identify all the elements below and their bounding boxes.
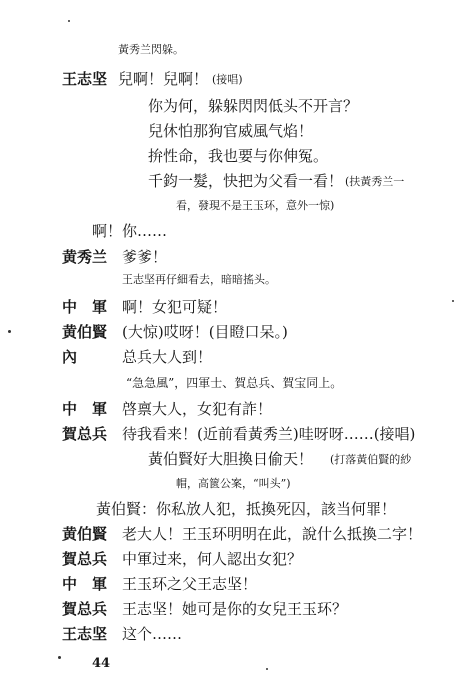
dialogue-line: 王志坚！她可是你的女兒王玉环？ <box>122 600 348 618</box>
speaker-label: 賀总兵 <box>62 600 108 618</box>
stage-direction: “急急風”，四軍士、賀总兵、賀宝同上。 <box>126 376 343 390</box>
stage-direction: 帽，高篋公案，“叫头”) <box>176 477 291 490</box>
stage-direction: 王志坚再仔細看去，暗暗搖头。 <box>122 273 276 286</box>
speaker-label: 賀总兵 <box>62 550 108 568</box>
verse-line: 拚性命，我也要与你伸冤。 <box>148 147 329 165</box>
dialogue-line: (大惊)哎呀！(目瞪口呆。) <box>122 323 288 341</box>
dialogue-line: 啊！你…… <box>92 222 168 240</box>
stage-direction: (打落黃伯賢的紗 <box>330 453 412 466</box>
dialogue-line: 老大人！王玉环明明在此，說什么抵換二字！ <box>122 525 423 543</box>
dialogue-line: 啓禀大人，女犯有詐！ <box>122 400 273 418</box>
speaker-label: 黄伯賢 <box>62 525 108 543</box>
speaker-label: 王志坚 <box>62 70 108 88</box>
ink-speck <box>8 330 11 333</box>
speaker-label: 中 軍 <box>62 298 108 316</box>
dialogue-line: 王玉环之父王志坚！ <box>122 575 258 593</box>
dialogue-line: 啊！女犯可疑！ <box>122 298 228 316</box>
dialogue-line: 待我看来！(近前看黃秀兰)哇呀呀……(接唱) <box>122 425 416 443</box>
ink-speck <box>58 656 61 659</box>
ink-speck <box>452 300 454 302</box>
stage-direction: (接唱) <box>212 73 243 86</box>
verse-line: 你为何，躲躲閃閃低头不开言？ <box>148 97 359 115</box>
stage-direction: 黃秀兰閃躲。 <box>118 43 184 56</box>
verse-line: 千鈞一髮，快把为父看一看！ <box>148 172 344 190</box>
ink-speck <box>266 668 268 670</box>
ink-speck <box>68 20 70 22</box>
stage-direction: (扶黃秀兰一 <box>345 175 405 188</box>
speaker-label: 中 軍 <box>62 575 108 593</box>
dialogue-line: 黃伯賢：你私放人犯，抵換死囚，該当何罪！ <box>96 500 397 518</box>
dialogue-line: 这个…… <box>122 625 183 643</box>
speaker-label: 黄秀兰 <box>62 248 108 266</box>
verse-line: 黃伯賢好大胆換日偷天！ <box>148 450 314 468</box>
speaker-label: 黄伯賢 <box>62 323 108 341</box>
verse-line: 兒休怕那狗官威風气焰！ <box>148 122 314 140</box>
dialogue-line: 爹爹！ <box>122 248 168 266</box>
speaker-label: 內 <box>62 348 78 366</box>
dialogue-line: 兒啊！兒啊！ <box>118 70 209 88</box>
page-number: 44 <box>92 656 111 671</box>
dialogue-line: 总兵大人到！ <box>122 348 213 366</box>
stage-direction: 看，發現不是王玉环，意外一惊) <box>176 199 335 212</box>
speaker-label: 中 軍 <box>62 400 108 418</box>
speaker-label: 賀总兵 <box>62 425 108 443</box>
speaker-label: 王志坚 <box>62 625 108 643</box>
dialogue-line: 中軍过来，何人認出女犯？ <box>122 550 303 568</box>
